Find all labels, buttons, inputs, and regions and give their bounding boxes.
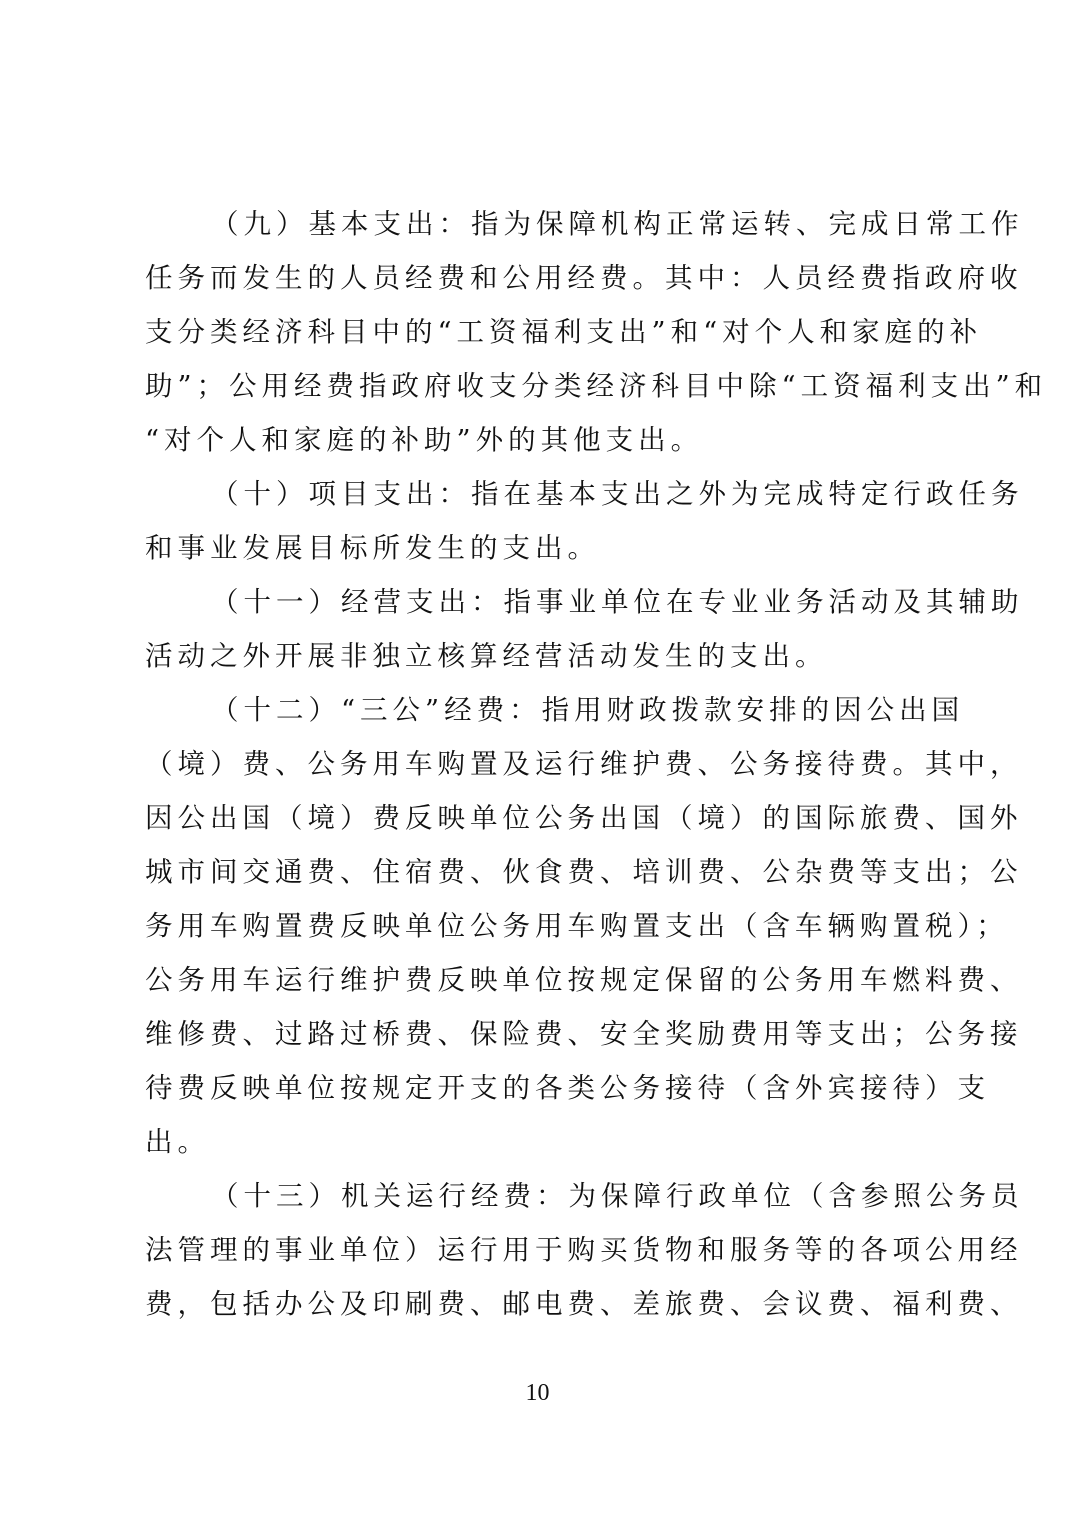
paragraph-12-line-6: 公务用车运行维护费反映单位按规定保留的公务用车燃料费、 xyxy=(145,964,1023,996)
paragraph-12-line-2: （境）费、公务用车购置及运行维护费、公务接待费。其中， xyxy=(145,748,1023,780)
paragraph-10-line-2: 和事业发展目标所发生的支出。 xyxy=(145,532,600,564)
paragraph-13-line-3: 费，包括办公及印刷费、邮电费、差旅费、会议费、福利费、 xyxy=(145,1288,1023,1320)
paragraph-10-line-1: （十）项目支出：指在基本支出之外为完成特定行政任务 xyxy=(211,478,1024,510)
page-number: 10 xyxy=(525,1380,550,1406)
paragraph-12-line-7: 维修费、过路过桥费、保险费、安全奖励费用等支出；公务接 xyxy=(145,1018,1023,1050)
paragraph-11-line-2: 活动之外开展非独立核算经营活动发生的支出。 xyxy=(145,640,828,672)
paragraph-12-line-5: 务用车购置费反映单位公务用车购置支出（含车辆购置税）； xyxy=(145,910,1009,942)
paragraph-9-line-4: 助”；公用经费指政府收支分类经济科目中除“工资福利支出”和 xyxy=(145,370,1048,402)
paragraph-12-line-3: 因公出国（境）费反映单位公务出国（境）的国际旅费、国外 xyxy=(145,802,1023,834)
paragraph-12-line-1: （十二）“三公”经费：指用财政拨款安排的因公出国 xyxy=(211,694,965,726)
paragraph-9-line-3: 支分类经济科目中的“工资福利支出”和“对个人和家庭的补 xyxy=(145,316,983,348)
paragraph-11-line-1: （十一）经营支出：指事业单位在专业业务活动及其辅助 xyxy=(211,586,1024,618)
paragraph-9-line-2: 任务而发生的人员经费和公用经费。其中：人员经费指政府收 xyxy=(145,262,1023,294)
paragraph-12-line-9: 出。 xyxy=(145,1126,210,1158)
paragraph-9-line-1: （九）基本支出：指为保障机构正常运转、完成日常工作 xyxy=(211,208,1024,240)
document-body xyxy=(145,197,1048,1331)
paragraph-9-line-5: “对个人和家庭的补助”外的其他支出。 xyxy=(145,424,704,456)
paragraph-12-line-8: 待费反映单位按规定开支的各类公务接待（含外宾接待）支 xyxy=(145,1072,990,1104)
paragraph-12-line-4: 城市间交通费、住宿费、伙食费、培训费、公杂费等支出；公 xyxy=(145,856,1023,888)
paragraph-13-line-2: 法管理的事业单位）运行用于购买货物和服务等的各项公用经 xyxy=(145,1234,1023,1266)
paragraph-13-line-1: （十三）机关运行经费：为保障行政单位（含参照公务员 xyxy=(211,1180,1024,1212)
